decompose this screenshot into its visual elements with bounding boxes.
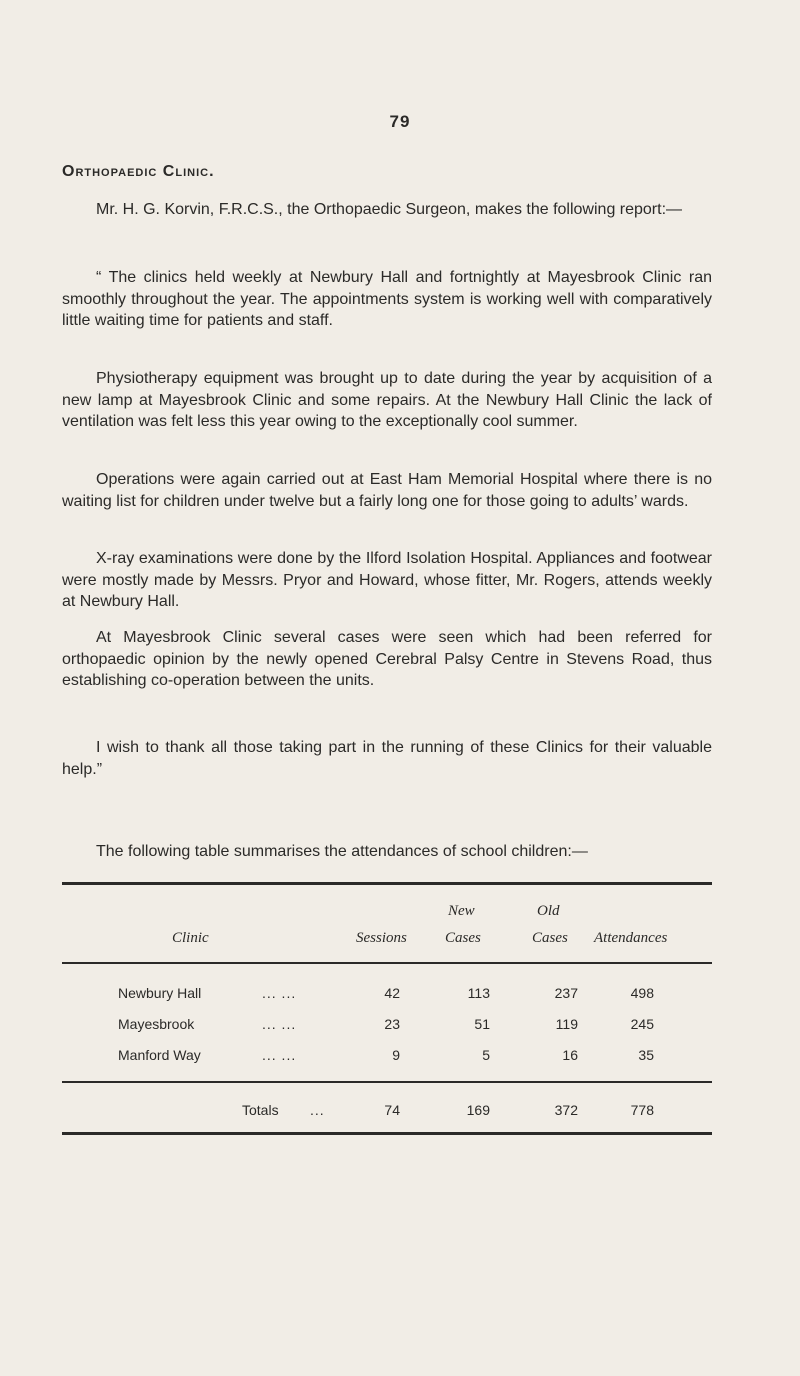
header-old-cases-line2: Cases — [532, 930, 568, 946]
row-clinic: Newbury Hall — [118, 985, 202, 1001]
totals-label: Totals — [242, 1102, 279, 1118]
totals-new-cases: 169 — [466, 1102, 490, 1118]
totals-top-rule — [62, 1081, 712, 1083]
row-sessions: 9 — [392, 1047, 400, 1063]
report-paragraph-6: I wish to thank all those taking part in the running of these Clinics for their valuable help.” — [62, 739, 712, 778]
row-clinic: Mayesbrook — [118, 1016, 195, 1032]
report-paragraph-1: “ The clinics held weekly at Newbury Hall and fortnightly at Mayesbrook Clinic ran smoothly throughout the year. The appointments system is working well with comparatively little waiting time for patients and staff. — [62, 269, 712, 329]
table-top-rule — [62, 882, 712, 885]
row-sessions: 23 — [384, 1016, 400, 1032]
table-bottom-rule — [62, 1132, 712, 1135]
header-bottom-rule — [62, 962, 712, 964]
report-paragraph-5: At Mayesbrook Clinic several cases were seen which had been referred for orthopaedic opinion by the newly opened Cerebral Palsy Centre in Stevens Road, thus establishing co-operation between the units. — [62, 629, 712, 689]
section-heading: Orthopaedic Clinic. — [62, 163, 215, 180]
row-leader-dots: ... ... — [262, 1047, 297, 1063]
table-intro: The following table summarises the attendances of school children:— — [96, 843, 588, 860]
row-old-cases: 119 — [555, 1016, 578, 1032]
report-paragraph-2: Physiotherapy equipment was brought up to date during the year by acquisition of a new lamp at Mayesbrook Clinic and some repairs. At the Newbury Hall Clinic the lack of ventilation was felt less this year owing to the exceptionally cool summer. — [62, 370, 712, 430]
header-clinic: Clinic — [172, 930, 209, 946]
header-attendances: Attendances — [594, 930, 668, 946]
header-old-cases-line1: Old — [537, 903, 560, 919]
header-new-cases-line1: New — [448, 903, 475, 919]
row-clinic: Manford Way — [118, 1047, 201, 1063]
row-new-cases: 51 — [474, 1016, 490, 1032]
row-attendances: 498 — [630, 985, 654, 1001]
row-old-cases: 16 — [562, 1047, 578, 1063]
totals-old-cases: 372 — [554, 1102, 578, 1118]
header-new-cases-line2: Cases — [445, 930, 481, 946]
row-attendances: 245 — [630, 1016, 654, 1032]
row-new-cases: 113 — [467, 985, 490, 1001]
header-sessions: Sessions — [356, 930, 407, 946]
report-paragraph-3: Operations were again carried out at East Ham Memorial Hospital where there is no waiting list for children under twelve but a fairly long one for those going to adults’ wards. — [62, 471, 712, 510]
report-paragraph-4: X-ray examinations were done by the Ilford Isolation Hospital. Appliances and footwear were mostly made by Messrs. Pryor and Howard, whose fitter, Mr. Rogers, attends weekly at Newbury Hall. — [62, 550, 712, 610]
row-new-cases: 5 — [482, 1047, 490, 1063]
row-leader-dots: ... ... — [262, 985, 297, 1001]
row-attendances: 35 — [638, 1047, 654, 1063]
totals-attendances: 778 — [630, 1102, 654, 1118]
row-sessions: 42 — [384, 985, 400, 1001]
totals-leader-dots: ... — [310, 1102, 325, 1118]
totals-sessions: 74 — [384, 1102, 400, 1118]
row-old-cases: 237 — [554, 985, 578, 1001]
page-number: 79 — [389, 112, 411, 131]
intro-paragraph: Mr. H. G. Korvin, F.R.C.S., the Orthopaedic Surgeon, makes the following report:— — [96, 201, 683, 218]
row-leader-dots: ... ... — [262, 1016, 297, 1032]
